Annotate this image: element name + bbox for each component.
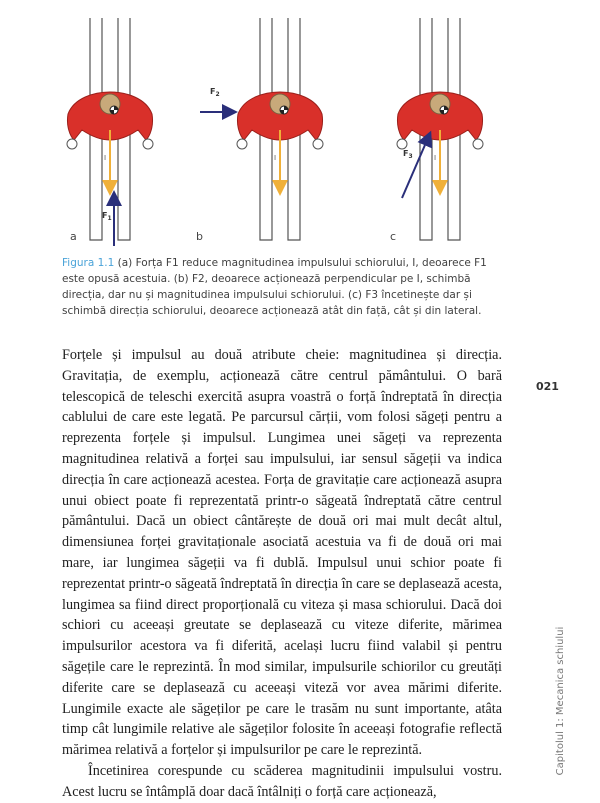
force-label-f2: $F_2$ [210, 87, 220, 98]
panel-c [390, 18, 483, 243]
running-head: Capitolul 1: Mecanica schiului [555, 626, 566, 776]
panel-label-b: b [196, 230, 203, 243]
figure-1-1 [60, 18, 500, 250]
force-label-f3: $F_3$ [403, 149, 413, 160]
paragraph-2: Încetinirea corespunde cu scăderea magnitudinii impulsului vostru. Acest lucru se întâmplă doar dacă întâlniți o forță care acționează, [62, 762, 502, 800]
body-text [62, 345, 502, 803]
force-label-f1: $F_1$ [102, 211, 112, 222]
caption-text: (a) Forța F1 reduce magnitudinea impulsului schiorului, I, deoarece F1 este opusă acestuia. (b) F2, deoarece acționează perpendicular pe I, schimbă direcția, dar nu și magnitudinea impulsului schiorului. (c) F3 încetinește dar și schimbă direcția schiorului, deoarece acționează atât din față, cât și din lateral. [62, 257, 487, 317]
impulse-label-b: I [274, 154, 277, 162]
paragraph-1: Forțele și impulsul au două atribute cheie: magnitudinea și direcția. Gravitația, de exemplu, acționează către centrul pământului. O bară telescopică de teleschi exercită asupra voastră o forță îndreptată în direcția cablului de care este legată. Pe parcursul cărții, vom folosi săgeți pentru a reprezenta forțele și impulsul. Lungimea unei săgeți va reprezenta magnitudinea relativă a forței sau impulsului, iar sensul săgeții va indica direcția în care acționează acestea. Forța de gravitație care acționează asupra unui obiect poate fi reprezentată printr-o săgeată îndreptată către centrul pământului. Dacă un obiect cântărește de două ori mai mult decât altul, dimensiunea forței gravitaționale asociată acestuia va fi de două ori mai mare, iar lungimea săgeții va fi dublă. Impulsul unui schior poate fi reprezentat printr-o săgeată îndreptată în direcția în care se deplasează acesta, lungimea sa fiind direct proporțională cu viteza și masa schiorului. Dacă doi schiori cu aceeași greutate se deplasează cu viteze diferite, mărimea impulsurilor acestora va fi diferită, același lucru fiind valabil și pentru săgețile care le reprezintă. În mod similar, impulsurile schiorilor cu greutăți diferite care se deplasează cu aceeași viteză vor avea mărimi diferite. Lungimile exacte ale săgeților pe care le trasăm nu sunt importante, atâta timp cât lungimile relative ale săgeților folosite în aceeași fotografie reflectă mărimea relativă a forțelor și impulsurilor pe care le reprezintă. [62, 347, 502, 759]
impulse-label-c: I [434, 154, 437, 162]
panel-b [196, 18, 323, 243]
panel-a [67, 18, 153, 246]
skier-diagram [60, 18, 500, 250]
panel-label-a: a [70, 230, 77, 243]
caption-label: Figura 1.1 [62, 257, 115, 269]
panel-label-c: c [390, 230, 397, 243]
impulse-label-a: I [104, 154, 107, 162]
page-number: 021 [536, 380, 559, 393]
figure-caption [62, 255, 492, 319]
